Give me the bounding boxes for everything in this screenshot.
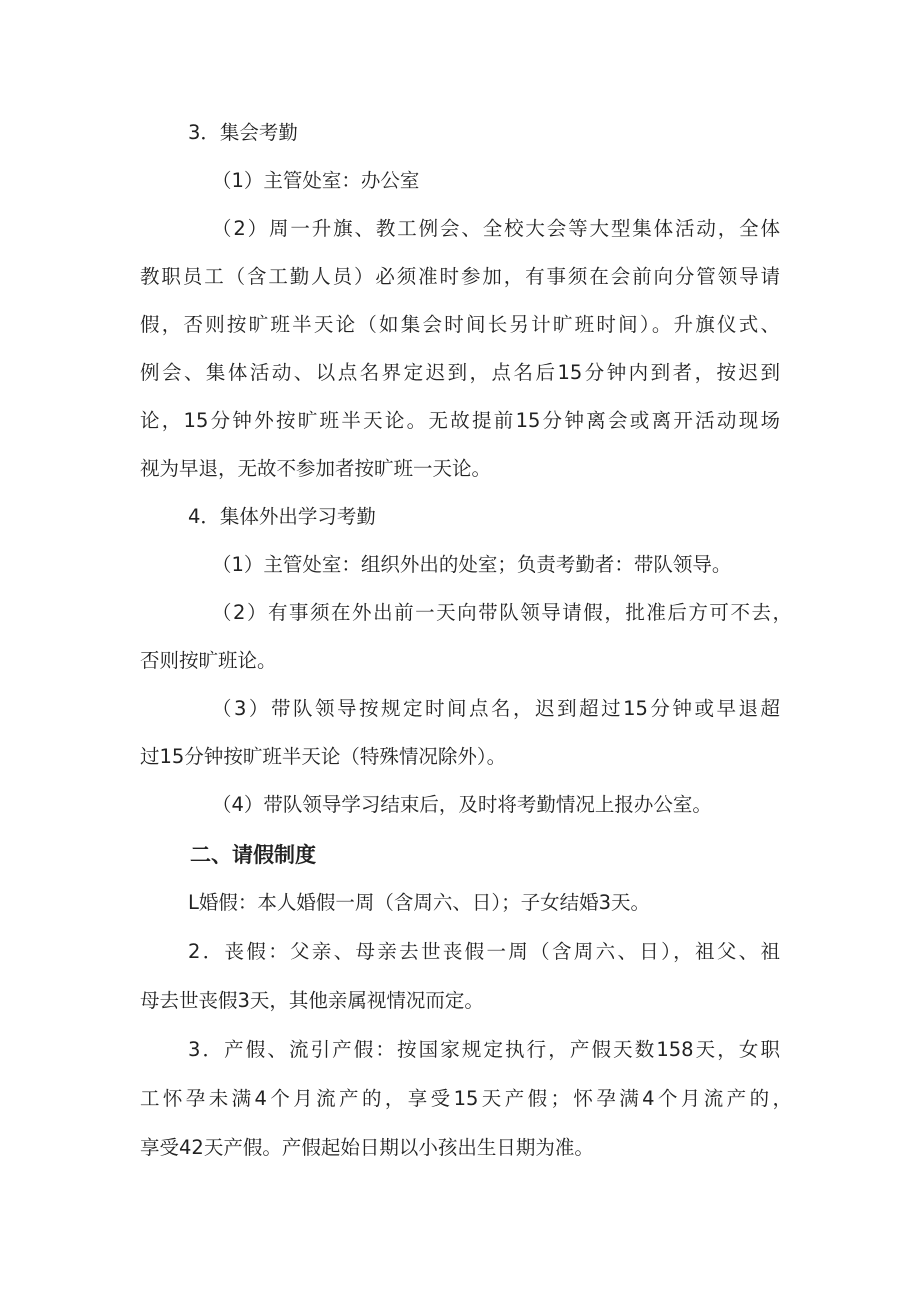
leave-item-2-line-2: 母去世丧假3天，其他亲属视情况而定。 [140, 989, 484, 1012]
section-3-item-1: （1）主管处室：办公室 [212, 169, 420, 192]
section-3-item-2-line-6: 视为早退，无故不参加者按旷班一天论。 [140, 457, 492, 480]
section-3-item-2-line-3: 假，否则按旷班半天论（如集会时间长另计旷班时间）。升旗仪式、 [140, 313, 780, 336]
section-4-title: 4．集体外出学习考勤 [188, 505, 376, 528]
section-4-item-2-line-1: （2）有事须在外出前一天向带队领导请假，批准后方可不去， [212, 601, 792, 624]
heading-leave-system: 二、请假制度 [190, 843, 316, 867]
leave-item-1: L婚假：本人婚假一周（含周六、日）；子女结婚3天。 [188, 891, 651, 914]
leave-item-3-line-1: 3．产假、流引产假：按国家规定执行，产假天数158天，女职 [188, 1038, 780, 1061]
leave-item-2-line-1: 2．丧假：父亲、母亲去世丧假一周（含周六、日），祖父、祖 [188, 940, 780, 963]
section-4-item-1: （1）主管处室：组织外出的处室；负责考勤者：带队领导。 [212, 553, 732, 576]
section-3-title: 3．集会考勤 [188, 121, 298, 144]
section-4-item-4: （4）带队领导学习结束后，及时将考勤情况上报办公室。 [212, 793, 712, 816]
leave-item-3-line-3: 享受42天产假。产假起始日期以小孩出生日期为准。 [140, 1136, 594, 1159]
section-4-item-3-line-2: 过15分钟按旷班半天论（特殊情况除外）。 [140, 745, 507, 768]
section-3-item-2-line-4: 例会、集体活动、以点名界定迟到，点名后15分钟内到者，按迟到 [140, 361, 780, 384]
section-4-item-2-line-2: 否则按旷班论。 [140, 649, 277, 672]
section-4-item-3-line-1: （3）带队领导按规定时间点名，迟到超过15分钟或早退超 [212, 697, 780, 720]
section-3-item-2-line-5: 论，15分钟外按旷班半天论。无故提前15分钟离会或离开活动现场 [140, 409, 780, 432]
section-3-item-2-line-1: （2）周一升旗、教工例会、全校大会等大型集体活动，全体 [212, 217, 780, 240]
section-3-item-2-line-2: 教职员工（含工勤人员）必须准时参加，有事须在会前向分管领导请 [140, 265, 780, 288]
leave-item-3-line-2: 工怀孕未满4个月流产的，享受15天产假；怀孕满4个月流产的， [140, 1087, 792, 1110]
